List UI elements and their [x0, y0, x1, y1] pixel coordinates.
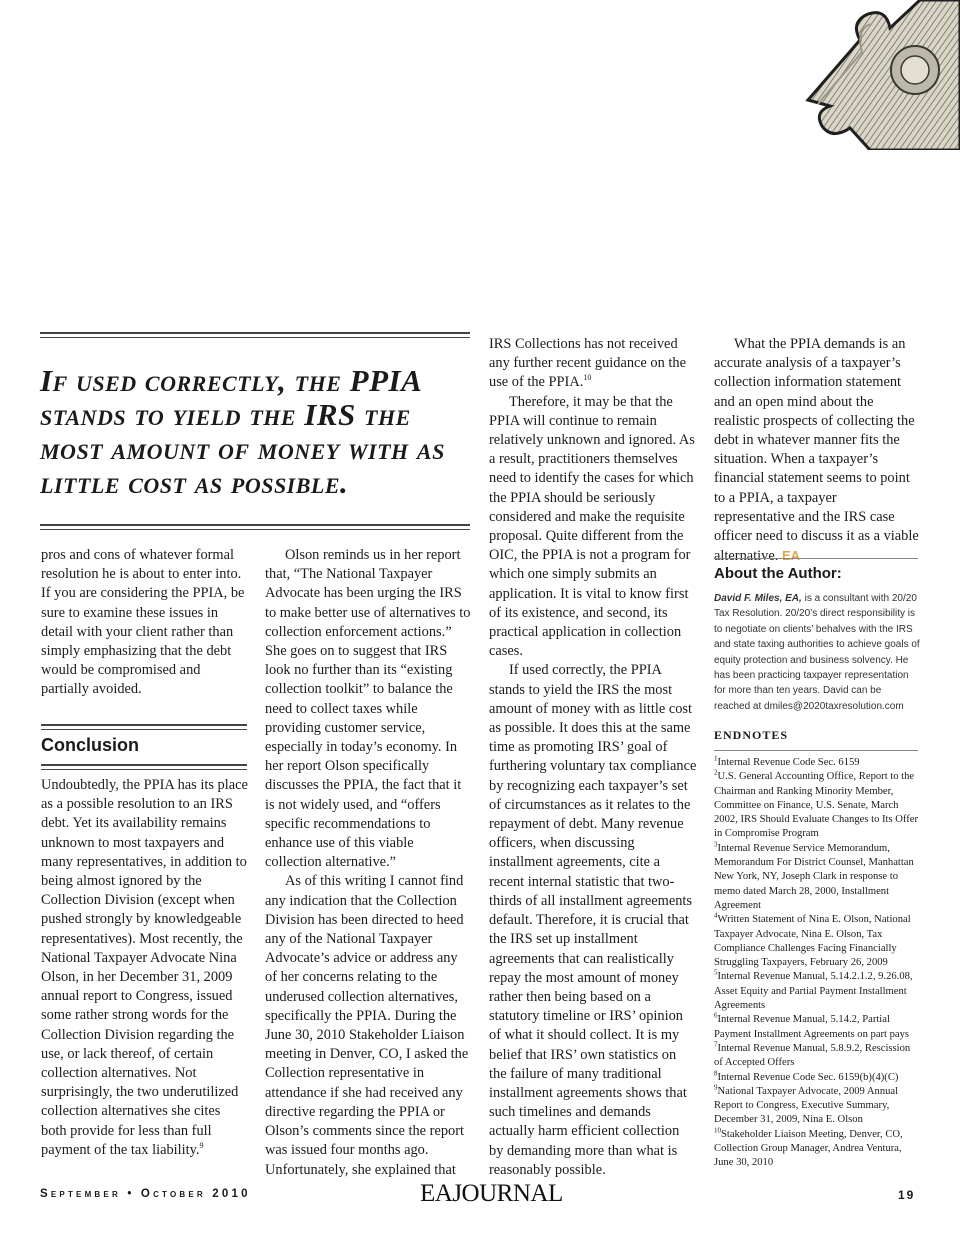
col1-conclusion-paragraph — [41, 776, 249, 1160]
puzzle-piece-illustration — [790, 0, 960, 150]
about-author-heading: About the Author: — [714, 565, 842, 582]
pullquote-bottom-rule — [40, 524, 470, 530]
column-4 — [714, 335, 920, 566]
endnotes-rule — [714, 750, 918, 751]
endnote-text: Internal Revenue Service Memorandum, Memorandum For District Counsel, Manhattan New York, NY, Joseph Clark in response to memo dated March 28, 2000, Installment Agreement — [714, 842, 914, 911]
endnote-number: 7 — [714, 1040, 718, 1049]
col3-paragraph-2: Therefore, it may be that the PPIA will continue to remain relatively unknown and ignored. As a result, practitioners themselves need to identify the cases for which the PPIA should be seriously considered and make the requisite proposal. Quite different from the OIC, the PPIA is not a program for which one simply submits an application. It is vital to know first of its existence, and second, its practical application in collection cases. — [489, 393, 695, 660]
col1-conclusion-block — [41, 776, 249, 1160]
col2-paragraph-2: As of this writing I cannot find any indication that the Collection Division has been directed to heed any of the National Taxpayer Advocate’s advice or address any of her concerns relating to the underused collection alternatives, specifically the PPIA. During the June 30, 2010 Stakeholder Liaison meeting in Denver, CO, I asked the Collection representative in attendance if she had received any directive regarding the PPIA or Olson’s comments since the report was issued four months ago. Unfortunately, she explained that — [265, 873, 469, 1178]
endnote-item — [714, 756, 920, 770]
conclusion-heading: Conclusion — [41, 735, 139, 755]
endnote-number: 10 — [714, 1126, 721, 1135]
endnotes-list — [714, 756, 920, 1171]
col3-paragraph-3: If used correctly, the PPIA stands to yield the IRS the most amount of money with as little cost as possible. It does this at the same time as promoting IRS’ goal of furthering voluntary tax compliance by recognizing each taxpayer’s set of circumstances as it relates to the repayment of debt. Many revenue officers, when discussing installment agreements, cite a recent internal statistic that two-thirds of all installment agreements default. Therefore, it is crucial that the IRS set up installment agreements that can realistically repay the most amount of money rather then being based on a statutory timeline or IRS’ opinion of what it should collect. It is my belief that IRS’ own statistics on the failure of many traditional installment agreements shows that such timelines and demands actually harm efficient collection by demanding more than what is reasonably possible. — [489, 662, 697, 1178]
endnotes-heading: ENDNOTES — [714, 728, 789, 742]
eajournal-logo: EAJOURNAL — [420, 1180, 563, 1207]
page-number: 19 — [898, 1188, 916, 1202]
endnote-number: 9 — [714, 1083, 718, 1092]
endnote-text: Stakeholder Liaison Meeting, Denver, CO, Collection Group Manager, Andrea Ventura, June 30, 2010 — [714, 1128, 903, 1169]
endnote-number: 4 — [714, 911, 718, 920]
endnote-item — [714, 1128, 920, 1171]
col3-paragraph-1 — [489, 335, 697, 393]
col1-paragraph-top: pros and cons of whatever formal resolution he is about to enter into. If you are considering the PPIA, be sure to examine these issues in detail with your client rather than simply emphasizing that the debt would be compromised and partially avoided. — [41, 547, 245, 698]
pullquote-top-rule — [40, 332, 470, 338]
col4-paragraph-1-text: What the PPIA demands is an accurate analysis of a taxpayer’s collection information statement and an open mind about the realistic prospects of collecting the debt in whatever manner fits the situation. When a taxpayer’s financial statement seems to point to a PPIA, a taxpayer representative and the IRS case officer need to discuss it as a viable alternative. — [714, 336, 919, 565]
endnote-text: Internal Revenue Manual, 5.8.9.2, Rescission of Accepted Offers — [714, 1042, 911, 1069]
endnote-number: 1 — [714, 754, 718, 763]
column-2 — [265, 546, 473, 1180]
endnote-item — [714, 1042, 920, 1071]
endnote-number: 3 — [714, 840, 718, 849]
endnote-number: 2 — [714, 768, 718, 777]
endnote-number: 8 — [714, 1069, 718, 1077]
endnote-text: National Taxpayer Advocate, 2009 Annual Report to Congress, Executive Summary, December 31, 2009, Nina E. Olson — [714, 1085, 899, 1126]
column-1 — [41, 546, 249, 700]
endnote-item — [714, 913, 920, 970]
pull-quote: If used correctly, the PPIA stands to yield the IRS the most amount of money with as little cost as possible. — [40, 363, 445, 500]
endnote-item — [714, 842, 920, 913]
endnote-text: Internal Revenue Manual, 5.14.2.1.2, 9.26.08, Asset Equity and Partial Payment Installment Agreements — [714, 971, 913, 1012]
col4-paragraph-1 — [714, 335, 920, 566]
endnote-item — [714, 970, 920, 1013]
endnote-text: Internal Revenue Manual, 5.14.2, Partial Payment Installment Agreements on part pays — [714, 1014, 910, 1040]
column-3 — [489, 335, 697, 1180]
ea-end-mark: EA — [781, 548, 800, 564]
author-bio-text: is a consultant with 20/20 Tax Resolution. 20/20’s direct responsibility is to negotiate on clients’ behalves with the IRS and state taxing authorities to achieve goals of equity protection and business solvency. He has been practicing taxpayer representation for more than ten years. David can be reached at dmiles@2020taxresolution.com — [714, 593, 920, 712]
endnote-text: Internal Revenue Code Sec. 6159 — [717, 757, 860, 768]
conclusion-top-rule — [41, 724, 247, 730]
endnote-text: U.S. General Accounting Office, Report to the Chairman and Ranking Minority Member, Committee on Finance, U.S. Senate, March 2002, IRS Should Evaluate Changes to Its Offer in Compromise Program — [714, 771, 919, 840]
about-top-rule — [714, 558, 918, 559]
endnote-text: Internal Revenue Code Sec. 6159(b)(4)(C) — [717, 1071, 899, 1083]
author-name: David F. Miles, EA, — [714, 593, 802, 604]
endnote-text: Written Statement of Nina E. Olson, National Taxpayer Advocate, Nina E. Olson, Tax Compliance Challenges Facing Financially Struggling Taxpayers, February 26, 2009 — [714, 914, 911, 969]
endnote-number: 5 — [714, 968, 718, 977]
col3-paragraph-1-text: IRS Collections has not received any further recent guidance on the use of the PPIA. — [489, 336, 686, 391]
conclusion-bottom-rule — [41, 764, 247, 770]
conclusion-text: Undoubtedly, the PPIA has its place as a possible resolution to an IRS debt. Yet its availability remains unknown to most taxpayers and many representatives, in addition to being almost ignored by the Collection Division (except when pushed strongly by knowledgeable representatives). Most recently, the National Taxpayer Advocate Nina Olson, in her December 31, 2009 annual report to Congress, issued some rather strong words for the Collection Division regarding the use, or lack thereof, of certain collection alternatives. Not surprisingly, the two underutilized collection alternatives she cites both provide for less than full payment of the tax liability. — [41, 777, 248, 1158]
endnote-item — [714, 770, 920, 841]
footer-issue-date: September • October 2010 — [40, 1188, 251, 1200]
endnote-ref-9[interactable]: 9 — [199, 1141, 204, 1151]
author-bio — [714, 591, 920, 714]
endnote-item — [714, 1085, 920, 1128]
col2-paragraph-1: Olson reminds us in her report that, “The National Taxpayer Advocate has been urging the IRS to make better use of alternatives to collection enforcement actions.” She goes on to suggest that IRS look no further than its “existing collection toolkit” to balance the need to collect taxes while providing customer service, especially in today’s economy. In her report Olson specifically discusses the PPIA, the fact that it is not widely used, and “offers specific recommendations to enhance use of this viable collection alternative.” — [265, 547, 471, 871]
endnote-item — [714, 1071, 920, 1085]
endnote-ref-10[interactable]: 10 — [583, 373, 592, 383]
endnote-item — [714, 1013, 920, 1042]
endnote-number: 6 — [714, 1011, 718, 1020]
